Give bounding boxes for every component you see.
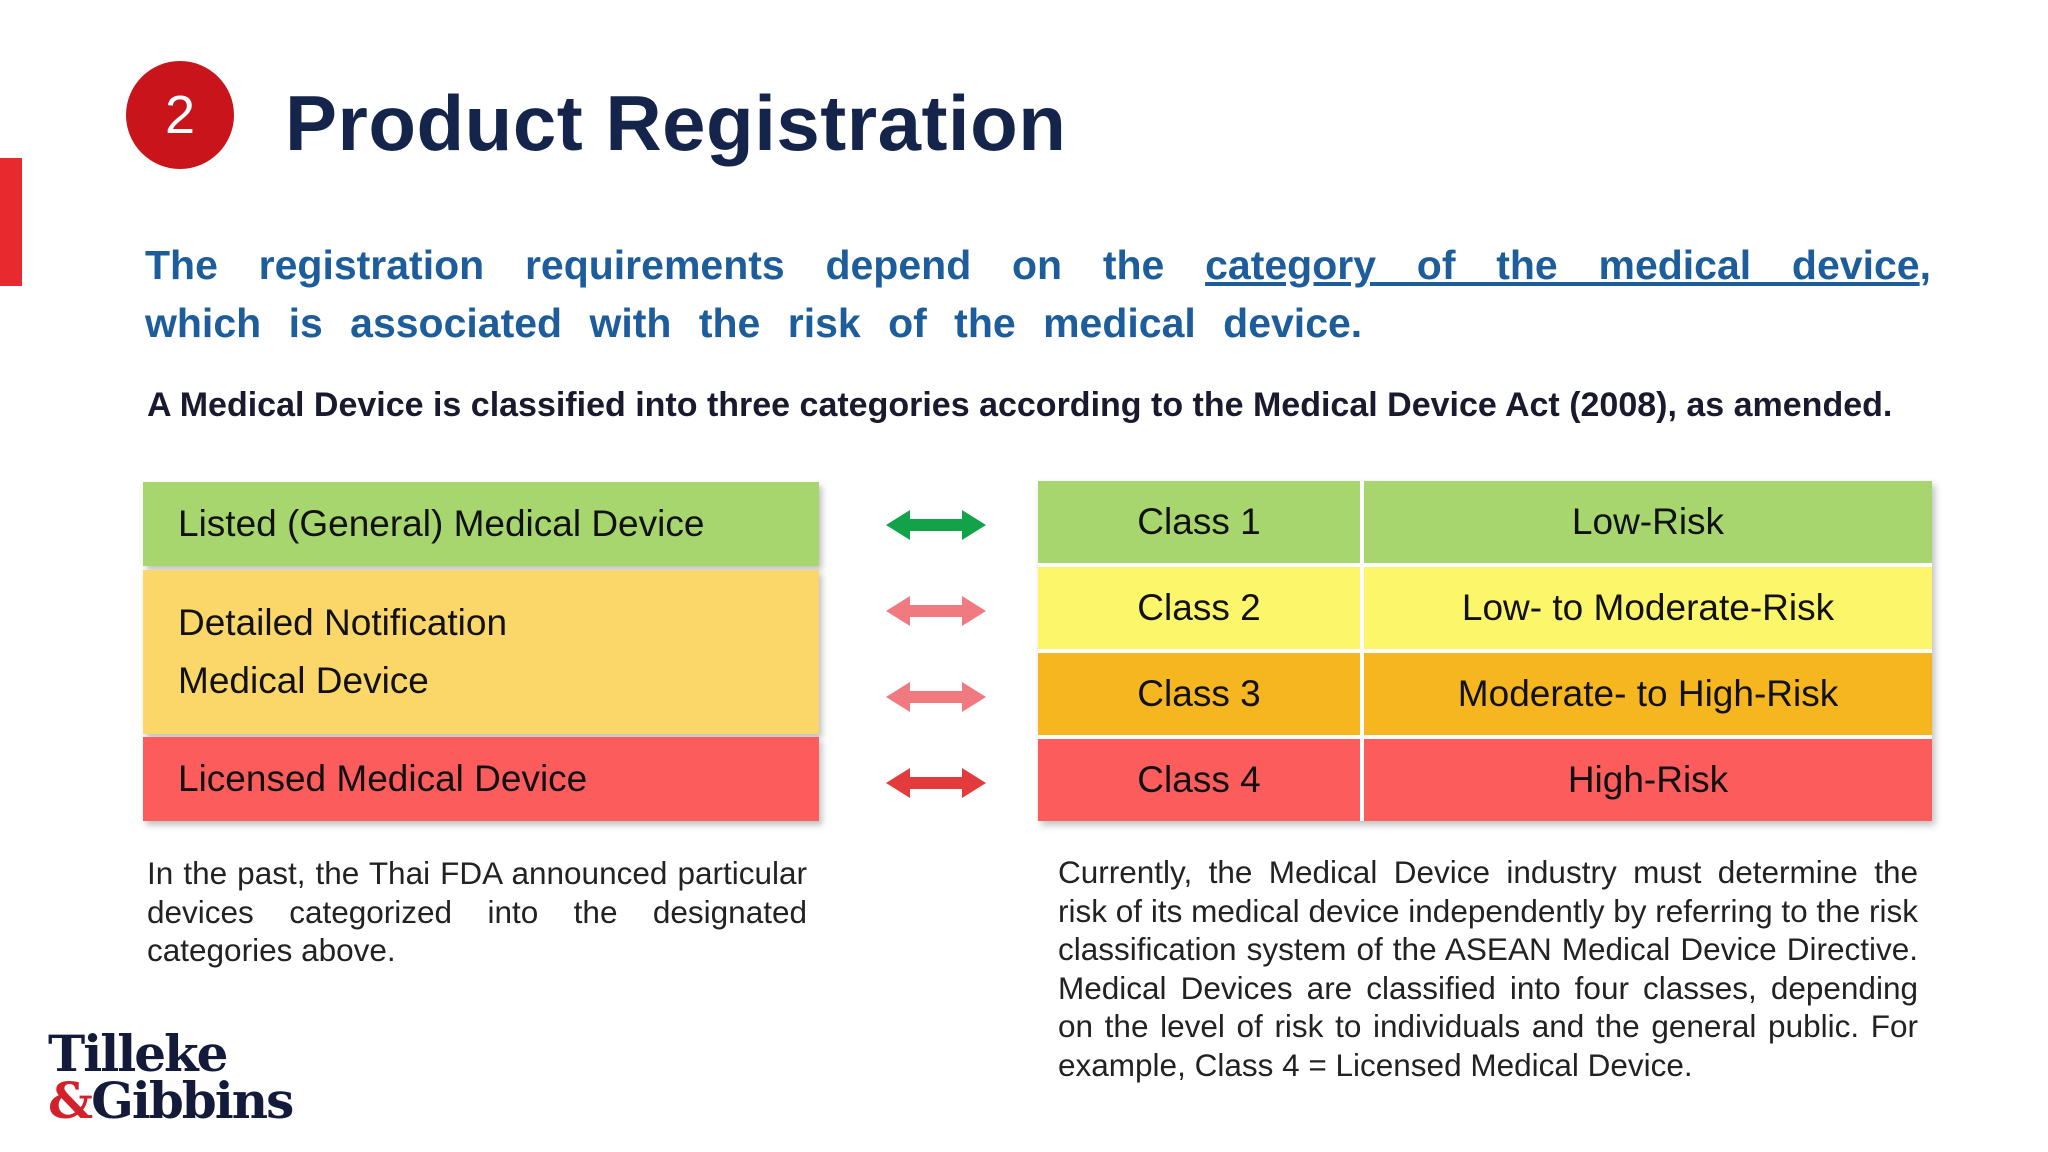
section-number-badge xyxy=(126,61,234,169)
category-label: Licensed Medical Device xyxy=(178,758,588,799)
logo-line1: Tilleke xyxy=(48,1024,227,1083)
intro-text-start: The registration requirements depend on the xyxy=(145,242,1206,288)
risk-level: Low- to Moderate-Risk xyxy=(1461,587,1835,628)
logo-line2-text: Gibbins xyxy=(91,1071,293,1130)
double-arrow-icon xyxy=(884,508,988,542)
category-detailed-notification xyxy=(143,570,819,734)
logo-ampersand: & xyxy=(48,1071,92,1130)
class-row xyxy=(1038,653,1932,735)
category-licensed xyxy=(143,737,819,821)
class-name: Class 2 xyxy=(1038,567,1364,649)
risk-class-table xyxy=(1038,481,1932,821)
left-accent-bar xyxy=(0,158,22,286)
intro-paragraph xyxy=(145,236,1931,352)
class-name: Class 3 xyxy=(1038,653,1364,735)
tilleke-gibbins-logo xyxy=(48,1024,293,1130)
double-arrow-icon xyxy=(884,766,988,800)
past-classification-note: In the past, the Thai FDA announced particular devices categorized into the designated categories above. xyxy=(147,855,807,968)
category-label-line2: Medical Device xyxy=(178,660,429,701)
category-label-line1: Detailed Notification xyxy=(178,602,508,643)
section-number: 2 xyxy=(164,85,196,145)
category-listed-general xyxy=(143,482,819,566)
logo-line2 xyxy=(48,1071,293,1130)
risk-level: High-Risk xyxy=(1567,759,1729,800)
risk-level: Moderate- to High-Risk xyxy=(1457,673,1839,714)
current-classification-note: Currently, the Medical Device industry must determine the risk of its medical device independently by referring to the risk classification system of the ASEAN Medical Device Directive. Medical Devices are classified into four classes, depending on the level of risk to individuals and the general public. For example, Class 4 = Licensed Medical Device. xyxy=(1058,854,1918,1083)
class-name: Class 1 xyxy=(1038,481,1364,563)
class-name: Class 4 xyxy=(1038,739,1364,821)
intro-text-end: , which is associated with the risk of the medical device. xyxy=(145,242,1931,346)
double-arrow-icon xyxy=(884,594,988,628)
risk-level: Low-Risk xyxy=(1571,501,1725,542)
medical-device-category-link[interactable]: category of the medical device xyxy=(1205,242,1920,288)
page-title: Product Registration xyxy=(285,79,1067,167)
class-row xyxy=(1038,567,1932,649)
classification-subheading: A Medical Device is classified into three categories according to the Medical Device Act (2008), as amended. xyxy=(147,386,1893,424)
double-arrow-icon xyxy=(884,680,988,714)
class-row xyxy=(1038,739,1932,821)
class-row xyxy=(1038,481,1932,563)
category-label: Listed (General) Medical Device xyxy=(178,503,705,544)
